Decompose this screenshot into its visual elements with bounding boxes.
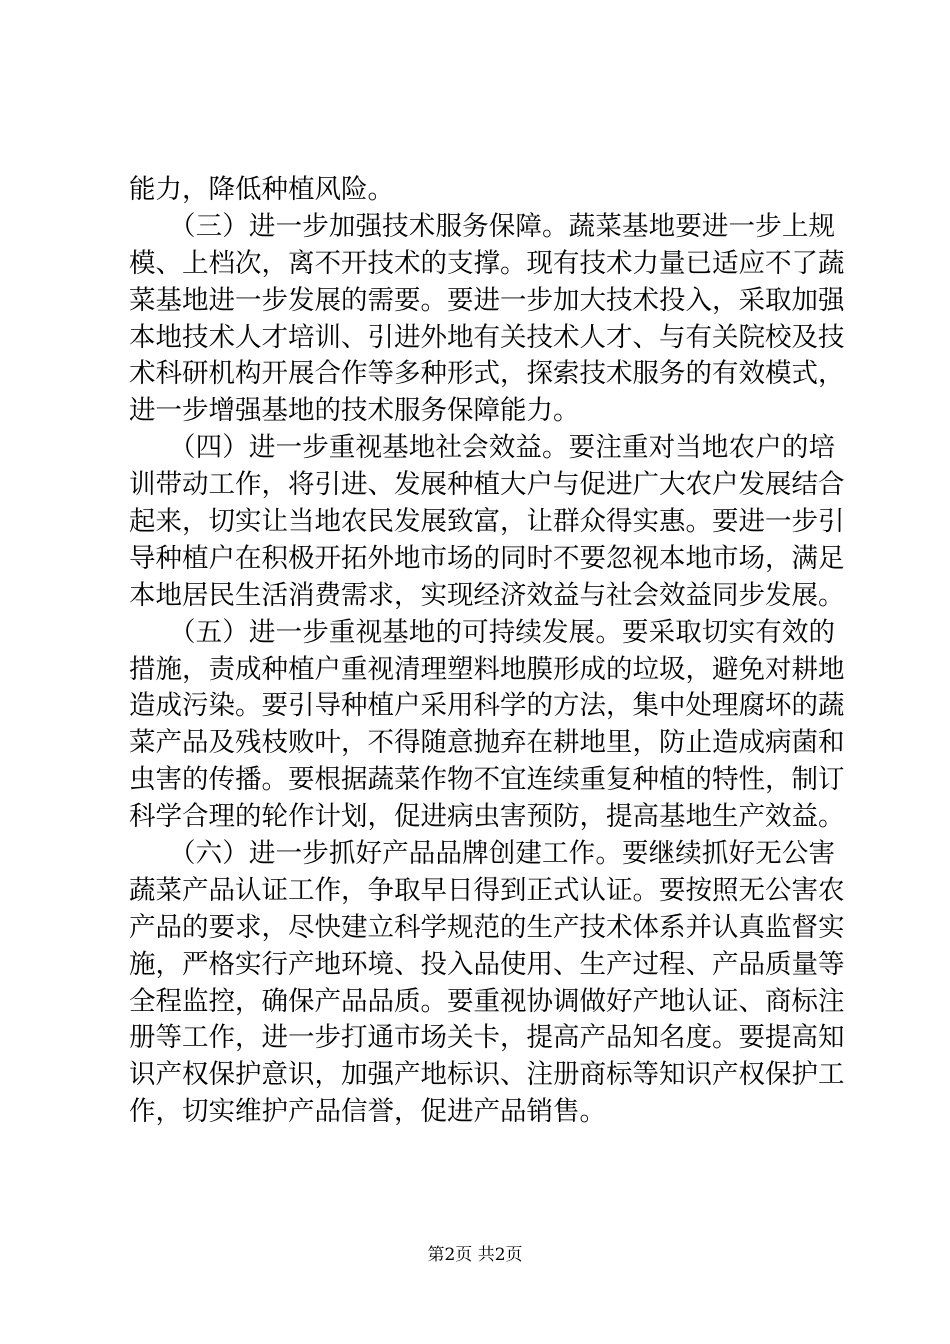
text-line: 菜产品及残枝败叶，不得随意抛弃在耕地里，防止造成病菌和	[129, 727, 845, 759]
text-line: 导种植户在积极开拓外地市场的同时不要忽视本地市场，满足	[129, 542, 845, 574]
text-line: 产品的要求，尽快建立科学规范的生产技术体系并认真监督实	[129, 911, 845, 943]
document-body	[129, 172, 845, 1131]
text-line: （六）进一步抓好产品品牌创建工作。要继续抓好无公害	[169, 838, 835, 870]
text-line: 措施，责成种植户重视清理塑料地膜形成的垃圾，避免对耕地	[129, 653, 845, 685]
text-line: 全程监控，确保产品品质。要重视协调做好产地认证、商标注	[129, 985, 845, 1017]
text-line: 本地居民生活消费需求，实现经济效益与社会效益同步发展。	[129, 579, 845, 611]
text-line: 施，严格实行产地环境、投入品使用、生产过程、产品质量等	[129, 948, 845, 980]
text-line: 模、上档次，离不开技术的支撑。现有技术力量已适应不了蔬	[129, 247, 845, 279]
text-line: 菜基地进一步发展的需要。要进一步加大技术投入，采取加强	[129, 284, 845, 316]
text-line: （四）进一步重视基地社会效益。要注重对当地农户的培	[169, 432, 835, 464]
text-line: 虫害的传播。要根据蔬菜作物不宜连续重复种植的特性，制订	[129, 764, 845, 796]
text-line: 册等工作，进一步打通市场关卡，提高产品知名度。要提高知	[129, 1022, 845, 1054]
text-line: 科学合理的轮作计划，促进病虫害预防，提高基地生产效益。	[129, 801, 845, 833]
text-line: （三）进一步加强技术服务保障。蔬菜基地要进一步上规	[169, 210, 835, 242]
text-line: （五）进一步重视基地的可持续发展。要采取切实有效的	[169, 616, 835, 648]
text-line: 术科研机构开展合作等多种形式，探索技术服务的有效模式，	[129, 358, 845, 390]
text-line: 进一步增强基地的技术服务保障能力。	[129, 395, 580, 427]
text-line: 起来，切实让当地农民发展致富，让群众得实惠。要进一步引	[129, 506, 845, 538]
text-line: 本地技术人才培训、引进外地有关技术人才、与有关院校及技	[129, 321, 845, 353]
page-number-footer: 第2页 共2页	[427, 1245, 523, 1265]
text-line: 训带动工作，将引进、发展种植大户与促进广大农户发展结合	[129, 469, 845, 501]
text-line: 作，切实维护产品信誉，促进产品销售。	[129, 1096, 606, 1128]
text-line: 蔬菜产品认证工作，争取早日得到正式认证。要按照无公害农	[129, 874, 845, 906]
text-line: 识产权保护意识，加强产地标识、注册商标等知识产权保护工	[129, 1059, 845, 1091]
text-line: 造成污染。要引导种植户采用科学的方法，集中处理腐坏的蔬	[129, 690, 845, 722]
text-line: 能力，降低种植风险。	[129, 174, 394, 205]
